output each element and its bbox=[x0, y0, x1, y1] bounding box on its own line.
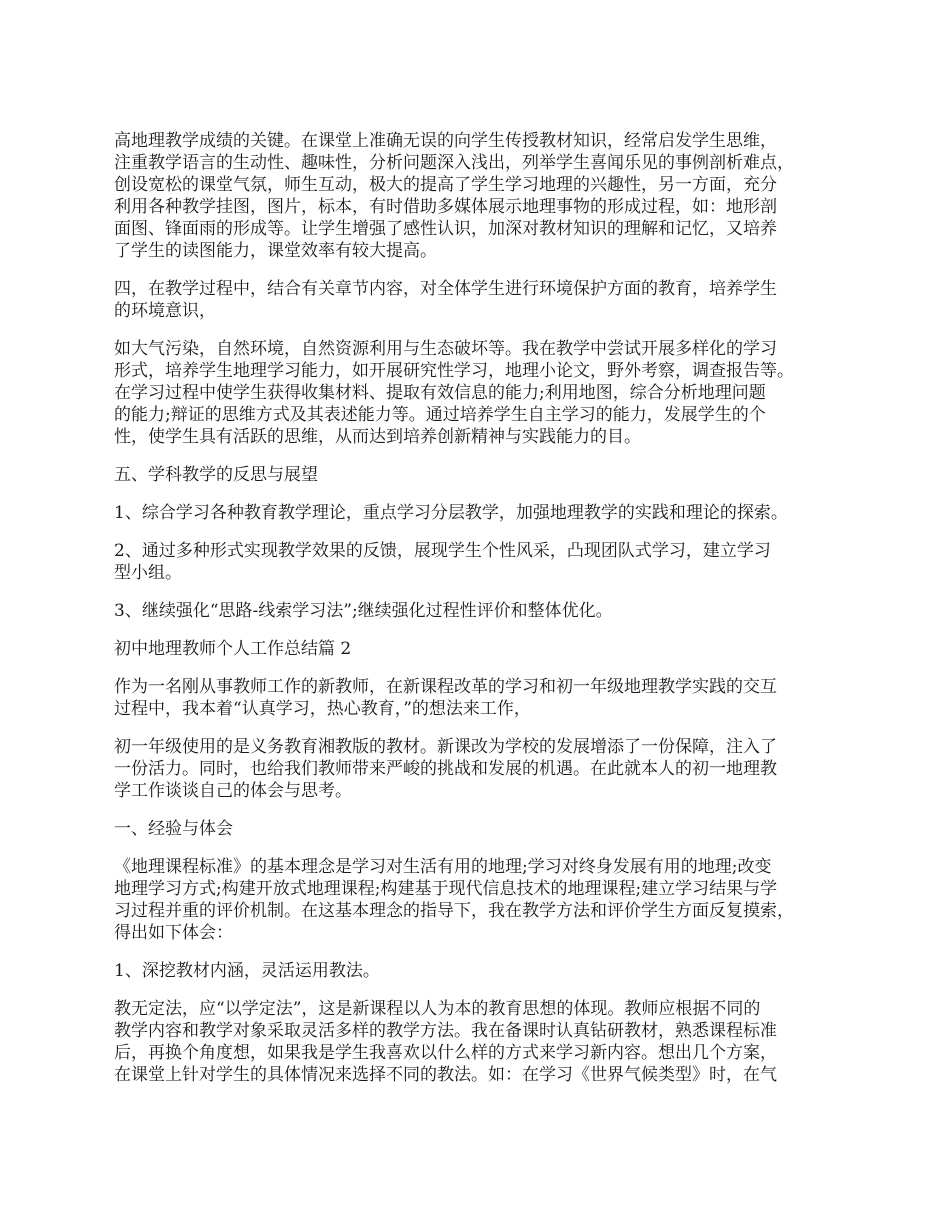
text-line: 教学内容和教学对象采取灵活多样的教学方法。我在备课时认真钻研教材，熟悉课程标准 bbox=[114, 1021, 777, 1041]
paragraph bbox=[114, 638, 854, 660]
text-line: 高地理教学成绩的关键。在课堂上准确无误的向学生传授教材知识，经常启发学生思维， bbox=[114, 131, 777, 151]
text-line: 注重教学语言的生动性、趣味性，分析问题深入浅出，列举学生喜闻乐见的事例剖析难点， bbox=[114, 153, 794, 173]
text-line: 如大气污染，自然环境，自然资源利用与生态破坏等。我在教学中尝试开展多样化的学习 bbox=[114, 339, 777, 359]
text-line: 的能力;辩证的思维方式及其表述能力等。通过培养学生自主学习的能力，发展学生的个 bbox=[114, 405, 766, 425]
paragraph bbox=[114, 130, 854, 262]
paragraph bbox=[114, 278, 854, 322]
text-line: 习过程并重的评价机制。在这基本理念的指导下，我在教学方法和评价学生方面反复摸索， bbox=[114, 901, 794, 921]
text-line: 教无定法，应“以学定法”，这是新课程以人为本的教育思想的体现。教师应根据不同的 bbox=[114, 999, 761, 1019]
text-line: 1、深挖教材内涵，灵活运用教法。 bbox=[114, 961, 380, 981]
text-line: 了学生的读图能力，课堂效率有较大提高。 bbox=[114, 241, 437, 261]
paragraph bbox=[114, 540, 854, 584]
text-line: 性，使学生具有活跃的思维，从而达到培养创新精神与实践能力的目。 bbox=[114, 427, 641, 447]
text-line: 利用各种教学挂图，图片，标本，有时借助多媒体展示地理事物的形成过程，如：地形剖 bbox=[114, 197, 777, 217]
paragraph bbox=[114, 676, 854, 720]
paragraph bbox=[114, 856, 854, 944]
text-line: 3、继续强化“思路-线索学习法”;继续强化过程性评价和整体优化。 bbox=[114, 601, 613, 621]
text-line: 《地理课程标准》的基本理念是学习对生活有用的地理;学习对终身发展有用的地理;改变 bbox=[114, 857, 772, 877]
text-line: 在课堂上针对学生的具体情况来选择不同的教法。如：在学习《世界气候类型》时，在气 bbox=[114, 1065, 777, 1085]
text-line: 初中地理教师个人工作总结篇 2 bbox=[114, 639, 352, 659]
paragraph bbox=[114, 960, 854, 982]
paragraph bbox=[114, 502, 854, 524]
text-line: 形式，培养学生地理学习能力，如开展研究性学习，地理小论文，野外考察，调查报告等。 bbox=[114, 361, 794, 381]
paragraph bbox=[114, 464, 854, 486]
text-line: 型小组。 bbox=[114, 563, 182, 583]
text-line: 得出如下体会： bbox=[114, 923, 233, 943]
paragraph bbox=[114, 998, 854, 1086]
text-line: 面图、锋面雨的形成等。让学生增强了感性认识，加深对教材知识的理解和记忆，又培养 bbox=[114, 219, 777, 239]
text-line: 创设宽松的课堂气氛，师生互动，极大的提高了学生学习地理的兴趣性，另一方面，充分 bbox=[114, 175, 777, 195]
text-line: 的环境意识， bbox=[114, 301, 216, 321]
text-line: 一、经验与体会 bbox=[114, 819, 233, 839]
document-page bbox=[114, 130, 854, 1102]
paragraph bbox=[114, 338, 854, 448]
text-line: 地理学习方式;构建开放式地理课程;构建基于现代信息技术的地理课程;建立学习结果与学 bbox=[114, 879, 778, 899]
text-line: 初一年级使用的是义务教育湘教版的教材。新课改为学校的发展增添了一份保障，注入了 bbox=[114, 737, 777, 757]
text-line: 学工作谈谈自己的体会与思考。 bbox=[114, 781, 352, 801]
text-line: 一份活力。同时，也给我们教师带来严峻的挑战和发展的机遇。在此就本人的初一地理教 bbox=[114, 759, 777, 779]
paragraph bbox=[114, 736, 854, 802]
text-line: 五、学科教学的反思与展望 bbox=[114, 465, 318, 485]
text-line: 后，再换个角度想，如果我是学生我喜欢以什么样的方式来学习新内容。想出几个方案， bbox=[114, 1043, 777, 1063]
text-line: 2、通过多种形式实现教学效果的反馈，展现学生个性风采，凸现团队式学习，建立学习 bbox=[114, 541, 771, 561]
text-line: 1、综合学习各种教育教学理论，重点学习分层教学，加强地理教学的实践和理论的探索。 bbox=[114, 503, 788, 523]
paragraph bbox=[114, 818, 854, 840]
text-line: 过程中，我本着“认真学习，热心教育，”的想法来工作， bbox=[114, 699, 531, 719]
text-line: 在学习过程中使学生获得收集材料、提取有效信息的能力;利用地图，综合分析地理问题 bbox=[114, 383, 766, 403]
text-line: 四，在教学过程中，结合有关章节内容，对全体学生进行环境保护方面的教育，培养学生 bbox=[114, 279, 777, 299]
text-line: 作为一名刚从事教师工作的新教师，在新课程改革的学习和初一年级地理教学实践的交互 bbox=[114, 677, 777, 697]
paragraph bbox=[114, 600, 854, 622]
